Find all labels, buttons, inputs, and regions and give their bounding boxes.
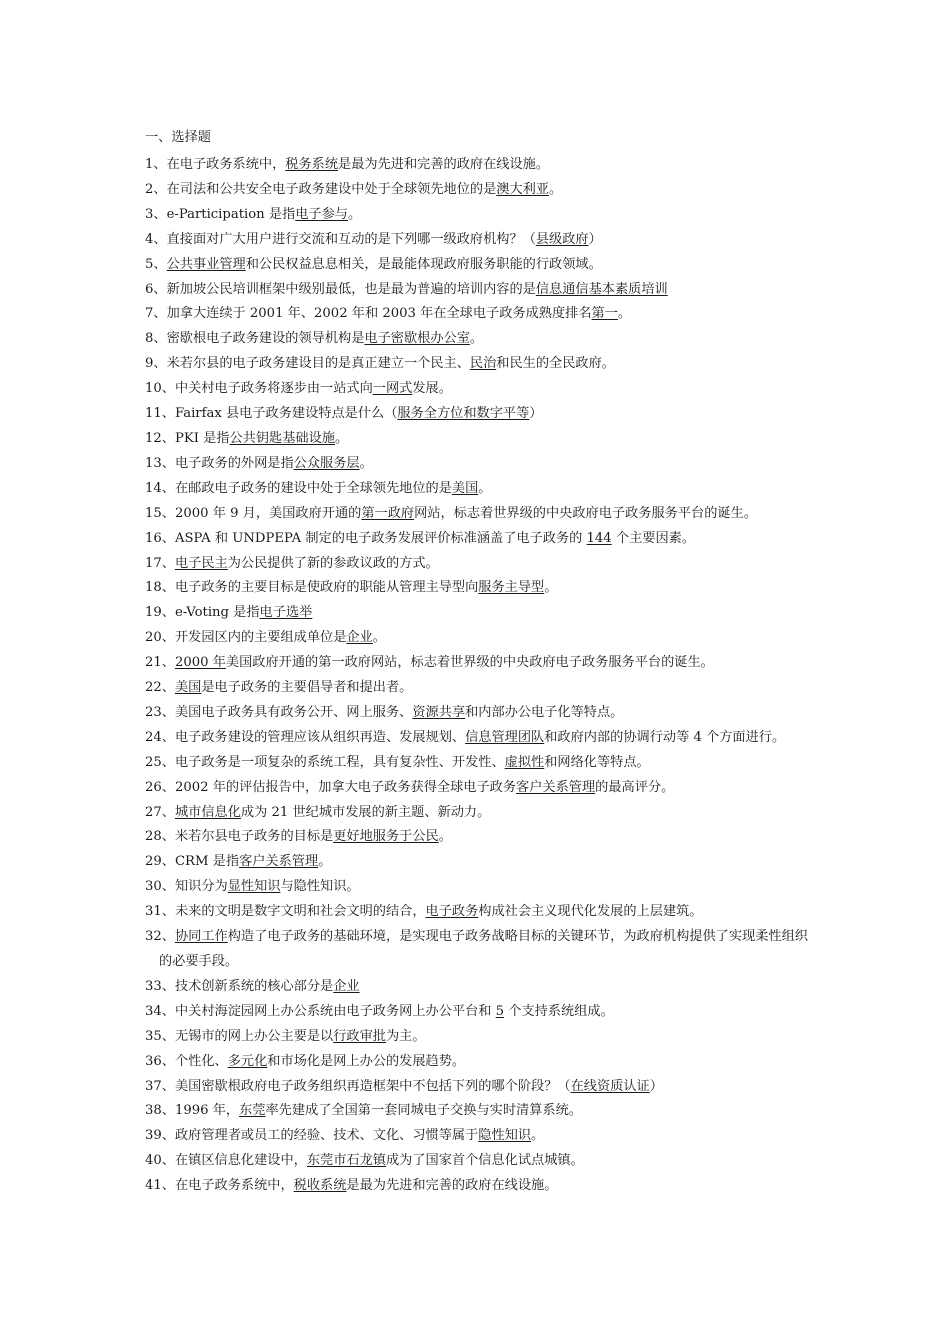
answer-underlined: 5 xyxy=(495,1003,505,1019)
answer-underlined: 澳大利亚 xyxy=(496,181,550,197)
question-text-before: 12、PKI 是指 xyxy=(145,430,230,446)
question-item xyxy=(145,452,813,477)
answer-underlined: 城市信息化 xyxy=(174,804,241,820)
answer-underlined: 资源共享 xyxy=(412,704,466,720)
question-item xyxy=(145,1149,813,1174)
question-text-after: 。 xyxy=(347,206,362,222)
question-item xyxy=(145,1174,813,1199)
answer-underlined: 东莞市石龙镇 xyxy=(306,1153,386,1169)
answer-underlined: 公共钥匙基础设施 xyxy=(229,430,335,446)
answer-underlined: 企业 xyxy=(346,630,373,646)
question-text-after: 。 xyxy=(544,580,558,596)
answer-underlined: 虚拟性 xyxy=(504,754,545,770)
question-text-after: 。 xyxy=(469,331,484,347)
question-text-after: 为主。 xyxy=(385,1028,426,1044)
answer-underlined: 隐性知识 xyxy=(478,1128,532,1144)
question-item xyxy=(145,1099,813,1124)
question-text-before: 4、直接面对广大用户进行交流和互动的是下列哪一级政府机构？（ xyxy=(145,231,536,247)
question-item xyxy=(145,925,813,975)
question-item xyxy=(145,875,813,900)
answer-underlined: 协同工作 xyxy=(174,929,228,945)
question-item xyxy=(145,801,813,826)
answer-underlined: 第一政府 xyxy=(361,505,415,521)
question-text-before: 24、电子政务建设的管理应该从组织再造、发展规划、 xyxy=(145,729,466,745)
question-text-after: 是最为先进和完善的政府在线设施。 xyxy=(338,157,550,172)
question-text-before: 37、美国密歇根政府电子政务组织再造框架中不包括下列的哪个阶段？（ xyxy=(145,1078,571,1094)
question-item xyxy=(145,975,813,1000)
question-text-before: 38、1996 年， xyxy=(145,1103,240,1119)
question-text-before: 25、电子政务是一项复杂的系统工程，具有复杂性、开发性、 xyxy=(145,754,505,770)
answer-underlined: 公众服务层 xyxy=(293,455,360,471)
question-text-before: 32、 xyxy=(145,929,175,945)
question-text-after: 美国政府开通的第一政府网站，标志着世界级的中央政府电子政务服务平台的诞生。 xyxy=(225,655,714,671)
question-text-after: 构成社会主义现代化发展的上层建筑。 xyxy=(478,904,703,920)
question-text-before: 14、在邮政电子政务的建设中处于全球领先地位的是 xyxy=(145,480,452,496)
answer-underlined: 东莞 xyxy=(239,1103,266,1119)
answer-underlined: 公共事业管理 xyxy=(166,256,246,272)
question-item xyxy=(145,601,813,626)
answer-underlined: 信息通信基本素质培训 xyxy=(535,281,668,297)
question-text-after: 。 xyxy=(318,854,332,870)
section-heading: 一、选择题 xyxy=(145,130,211,145)
answer-underlined: 144 xyxy=(586,530,612,546)
question-text-before: 20、开发园区内的主要组成单位是 xyxy=(145,630,347,646)
question-text-before: 18、电子政务的主要目标是使政府的职能从管理主导型向 xyxy=(145,580,479,596)
question-item xyxy=(145,302,813,327)
answer-underlined: 美国 xyxy=(451,480,479,496)
answer-underlined: 客户关系管理 xyxy=(239,854,319,870)
question-item xyxy=(145,253,813,278)
question-text-after: 。 xyxy=(334,430,349,446)
question-text-before: 6、新加坡公民培训框架中级别最低，也是最为普遍的培训内容的是 xyxy=(145,281,536,297)
question-text-before: 26、2002 年的评估报告中，加拿大电子政务获得全球电子政务 xyxy=(145,779,517,795)
answer-underlined: 服务全方位和数字平等 xyxy=(397,406,530,422)
answer-underlined: 2000 年 xyxy=(174,655,226,671)
question-item xyxy=(145,626,813,651)
question-item xyxy=(145,850,813,875)
answer-underlined: 第一 xyxy=(591,306,618,322)
question-item xyxy=(145,1075,813,1100)
question-text-before: 15、2000 年 9 月，美国政府开通的 xyxy=(145,505,362,521)
question-text-after: 。 xyxy=(372,630,386,646)
answer-underlined: 电子选举 xyxy=(259,605,313,621)
answer-underlined: 显性知识 xyxy=(227,879,281,895)
answer-underlined: 更好地服务于公民 xyxy=(333,829,439,845)
question-item xyxy=(145,1050,813,1075)
question-text-after: 是最为先进和完善的政府在线设施。 xyxy=(346,1178,558,1194)
question-text-before: 8、密歇根电子政务建设的领导机构是 xyxy=(145,331,365,347)
question-text-before: 17、 xyxy=(145,555,175,571)
question-item xyxy=(145,278,813,303)
question-text-before: 29、CRM 是指 xyxy=(145,854,240,870)
question-text-after: 和内部办公电子化等特点。 xyxy=(465,704,624,720)
question-item xyxy=(145,352,813,377)
question-text-before: 16、ASPA 和 UNDPEPA 制定的电子政务发展评价标准涵盖了电子政务的 xyxy=(145,530,587,546)
answer-underlined: 一网式 xyxy=(372,381,413,397)
question-text-after: 的最高评分。 xyxy=(595,779,675,795)
question-item xyxy=(145,701,813,726)
question-text-before: 21、 xyxy=(145,655,175,671)
question-text-before: 27、 xyxy=(145,804,175,820)
question-item xyxy=(145,153,813,178)
answer-underlined: 多元化 xyxy=(227,1053,268,1069)
question-text-before: 30、知识分为 xyxy=(145,879,228,895)
question-text-before: 31、未来的文明是数字文明和社会文明的结合， xyxy=(145,904,426,920)
question-text-after: 和网络化等特点。 xyxy=(544,754,650,770)
question-text-before: 33、技术创新系统的核心部分是 xyxy=(145,978,334,994)
question-text-after: 为公民提供了新的参政议政的方式。 xyxy=(227,555,439,571)
answer-underlined: 行政审批 xyxy=(333,1028,386,1044)
question-text-after: 。 xyxy=(531,1128,545,1144)
question-text-before: 23、美国电子政务具有政务公开、网上服务、 xyxy=(145,704,413,720)
question-text-after: 成为 21 世纪城市发展的新主题、新动力。 xyxy=(240,804,491,820)
question-item xyxy=(145,1025,813,1050)
question-text-before: 7、加拿大连续于 2001 年、2002 年和 2003 年在全球电子政务成熟度排名 xyxy=(145,306,592,322)
question-text-before: 9、米若尔县的电子政务建设目的是真正建立一个民主、 xyxy=(145,356,470,372)
answer-underlined: 电子民主 xyxy=(174,555,228,571)
question-text-before: 13、电子政务的外网是指 xyxy=(145,455,294,471)
answer-underlined: 客户关系管理 xyxy=(516,779,596,795)
question-text-after: 与隐性知识。 xyxy=(280,879,360,895)
question-text-after: ） xyxy=(649,1078,663,1094)
question-text-after: 和公民权益息息相关，是最能体现政府服务职能的行政领域。 xyxy=(245,256,602,272)
question-text-after: 。 xyxy=(359,455,373,471)
question-text-after: 和市场化是网上办公的发展趋势。 xyxy=(267,1053,466,1069)
question-text-before: 34、中关村海淀园网上办公系统由电子政务网上办公平台和 xyxy=(145,1003,496,1019)
question-text-after: ） xyxy=(529,406,543,422)
question-item xyxy=(145,676,813,701)
question-item xyxy=(145,776,813,801)
question-item xyxy=(145,751,813,776)
question-text-after: ） xyxy=(588,231,602,247)
answer-underlined: 县级政府 xyxy=(535,231,589,247)
question-list xyxy=(145,153,813,1199)
question-text-after: 是电子政务的主要倡导者和提出者。 xyxy=(201,680,413,696)
question-text-after: 。 xyxy=(438,829,452,845)
question-item xyxy=(145,477,813,502)
question-item xyxy=(145,527,813,552)
question-item xyxy=(145,726,813,751)
answer-underlined: 企业 xyxy=(333,978,360,994)
question-item xyxy=(145,502,813,527)
question-text-before: 11、Fairfax 县电子政务建设特点是什么（ xyxy=(145,406,398,422)
question-item xyxy=(145,427,813,452)
question-text-before: 5、 xyxy=(145,256,167,272)
answer-underlined: 信息管理团队 xyxy=(465,729,545,745)
answer-underlined: 电子参与 xyxy=(295,206,348,222)
question-text-before: 35、无锡市的网上办公主要是以 xyxy=(145,1028,334,1044)
question-text-after: 个主要因素。 xyxy=(611,530,696,546)
question-text-after: 个支持系统组成。 xyxy=(504,1003,614,1019)
question-item xyxy=(145,1000,813,1025)
question-text-before: 3、e-Participation 是指 xyxy=(145,206,296,222)
question-item xyxy=(145,1124,813,1149)
question-text-before: 22、 xyxy=(145,680,175,696)
question-text-before: 40、在镇区信息化建设中， xyxy=(145,1153,307,1169)
question-item xyxy=(145,552,813,577)
question-text-after: 成为了国家首个信息化试点城镇。 xyxy=(385,1153,584,1169)
question-text-before: 36、个性化、 xyxy=(145,1053,228,1069)
question-text-before: 41、在电子政务系统中， xyxy=(145,1178,294,1194)
question-text-after: 发展。 xyxy=(412,381,452,397)
question-text-after: 。 xyxy=(478,480,492,496)
question-text-before: 28、米若尔县电子政务的目标是 xyxy=(145,829,334,845)
answer-underlined: 在线资质认证 xyxy=(570,1078,650,1094)
question-text-after: 率先建成了全国第一套同城电子交换与实时清算系统。 xyxy=(265,1103,582,1119)
question-text-before: 1、在电子政务系统中， xyxy=(145,157,286,172)
answer-underlined: 电子政务 xyxy=(425,904,479,920)
question-item xyxy=(145,576,813,601)
question-text-before: 19、e-Voting 是指 xyxy=(145,605,260,621)
question-text-before: 2、在司法和公共安全电子政务建设中处于全球领先地位的是 xyxy=(145,181,497,197)
answer-underlined: 民治 xyxy=(469,356,497,372)
answer-underlined: 税收系统 xyxy=(293,1178,347,1194)
question-item xyxy=(145,228,813,253)
question-item xyxy=(145,402,813,427)
question-item xyxy=(145,327,813,352)
answer-underlined: 电子密歇根办公室 xyxy=(364,331,470,347)
question-text-after: 。 xyxy=(549,181,563,197)
question-item xyxy=(145,651,813,676)
question-item xyxy=(145,900,813,925)
answer-underlined: 美国 xyxy=(174,680,202,696)
question-text-before: 39、政府管理者或员工的经验、技术、文化、习惯等属于 xyxy=(145,1128,479,1144)
question-item xyxy=(145,825,813,850)
answer-underlined: 服务主导型 xyxy=(478,580,545,596)
question-text-after: 和民生的全民政府。 xyxy=(496,356,615,372)
question-text-before: 10、中关村电子政务将逐步由一站式向 xyxy=(145,381,373,397)
question-text-after: 网站，标志着世界级的中央政府电子政务服务平台的诞生。 xyxy=(414,505,757,521)
question-item xyxy=(145,203,813,228)
question-item xyxy=(145,377,813,402)
question-text-after: 构造了电子政务的基础环境，是实现电子政务战略目标的关键环节，为政府机构提供了实现柔性组织的必要手段。 xyxy=(159,929,808,969)
question-text-after: 。 xyxy=(617,306,632,322)
answer-underlined: 税务系统 xyxy=(285,157,339,172)
question-item xyxy=(145,178,813,203)
question-text-after: 和政府内部的协调行动等 4 个方面进行。 xyxy=(544,729,786,745)
